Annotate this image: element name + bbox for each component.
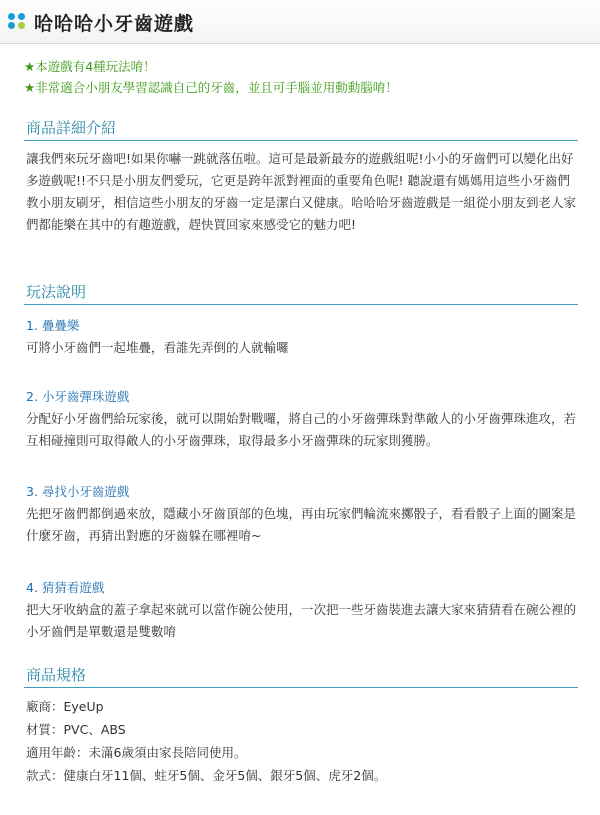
- rules-section-title: [24, 282, 578, 305]
- rule-title-2: 2. 小牙齒彈珠遊戲: [26, 389, 130, 404]
- rule-title-1: 1. 疊疊樂: [26, 318, 80, 333]
- details-heading: 商品詳細介紹: [26, 119, 117, 137]
- page-header: [0, 0, 600, 44]
- rule-text-2: 分配好小牙齒們給玩家後，就可以開始對戰囉，將自己的小牙齒彈珠對準敵人的小牙齒彈珠進攻，若互相碰撞則可取得敵人的小牙齒彈珠，取得最多小牙齒彈珠的玩家則獲勝。: [26, 411, 577, 448]
- rule-title-3: 3. 尋找小牙齒遊戲: [26, 484, 130, 499]
- header-dots-icon: [8, 13, 28, 31]
- highlight-line: ★本遊戲有4種玩法唷！: [24, 59, 156, 74]
- rules-heading: 玩法說明: [26, 283, 87, 301]
- page-title: 哈哈哈小牙齒遊戲: [34, 13, 195, 35]
- rule-text-3: 先把牙齒們都倒過來放，隱藏小牙齒頂部的色塊，再由玩家們輪流來擲骰子，看看骰子上面的圖案是什麼牙齒，再猜出對應的牙齒躲在哪裡唷~: [26, 506, 577, 543]
- specs-section-title: [24, 665, 578, 688]
- details-section-title: [24, 118, 578, 141]
- rule-text-4: 把大牙收納盒的蓋子拿起來就可以當作碗公使用，一次把一些牙齒裝進去讓大家來猜猜看在碗公裡的小牙齒們是單數還是雙數唷: [26, 602, 577, 639]
- spec-line: 材質：PVC、ABS: [26, 722, 126, 737]
- spec-line: 廠商：EyeUp: [26, 699, 104, 714]
- specs-heading: 商品規格: [26, 666, 87, 684]
- rule-text-1: 可將小牙齒們一起堆疊，看誰先弄倒的人就輸囉: [26, 340, 289, 355]
- highlights: [24, 56, 398, 98]
- details-text: 讓我們來玩牙齒吧!如果你嚇一跳就落伍啦。這可是最新最夯的遊戲組呢!小小的牙齒們可以變化出好多遊戲呢!!不只是小朋友們愛玩，它更是跨年派對裡面的重要角色呢! 聽說還有媽媽用這些小牙齒們教小朋友刷牙，相信這些小朋友的牙齒一定是潔白又健康。哈哈哈牙齒遊戲是一組從小朋友到老人家們都能樂在其中的有趣遊戲，趕快買回家來感受它的魅力吧!: [26, 151, 577, 232]
- spec-line: 適用年齡：未滿6歲須由家長陪同使用。: [26, 745, 247, 760]
- rule-title-4: 4. 猜猜看遊戲: [26, 580, 105, 595]
- highlight-line: ★非常適合小朋友學習認識自己的牙齒，並且可手腦並用動動腦唷！: [24, 80, 398, 95]
- spec-line: 款式：健康白牙11個、蛀牙5個、金牙5個、銀牙5個、虎牙2個。: [26, 768, 387, 783]
